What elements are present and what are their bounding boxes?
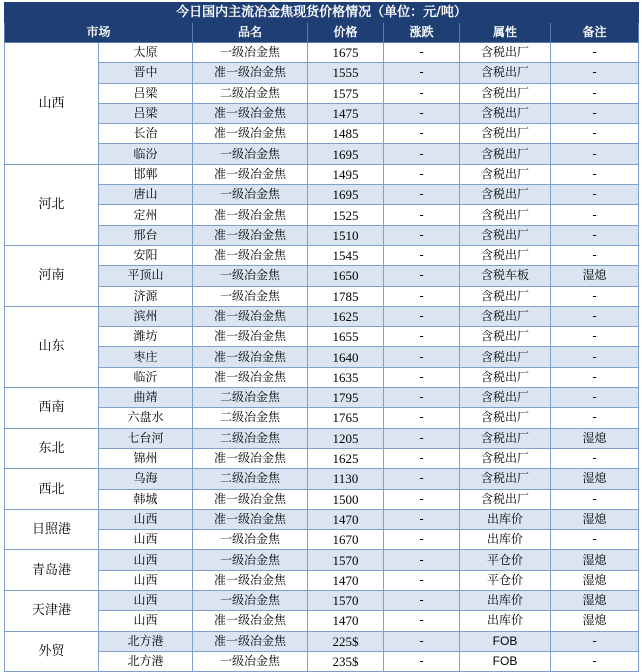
header-row xyxy=(5,23,639,43)
cell-change: - xyxy=(384,63,460,83)
cell-location: 临汾 xyxy=(99,144,193,164)
cell-note: 湿熄 xyxy=(551,550,639,570)
cell-attribute: 出库价 xyxy=(460,530,551,550)
cell-price: 1575 xyxy=(308,83,384,103)
cell-note: - xyxy=(551,164,639,184)
cell-product: 准一级冶金焦 xyxy=(193,489,308,509)
cell-location: 六盘水 xyxy=(99,408,193,428)
cell-location: 山西 xyxy=(99,611,193,631)
cell-note: 湿熄 xyxy=(551,469,639,489)
cell-product: 准一级冶金焦 xyxy=(193,631,308,651)
cell-location: 山西 xyxy=(99,550,193,570)
cell-price: 1485 xyxy=(308,124,384,144)
cell-location: 晋中 xyxy=(99,63,193,83)
cell-change: - xyxy=(384,185,460,205)
cell-change: - xyxy=(384,388,460,408)
cell-change: - xyxy=(384,530,460,550)
cell-product: 二级冶金焦 xyxy=(193,408,308,428)
cell-attribute: 含税出厂 xyxy=(460,103,551,123)
cell-location: 定州 xyxy=(99,205,193,225)
cell-note: - xyxy=(551,367,639,387)
cell-location: 锦州 xyxy=(99,448,193,468)
cell-change: - xyxy=(384,550,460,570)
cell-price: 235$ xyxy=(308,651,384,671)
table-row xyxy=(5,124,639,144)
table-row xyxy=(5,428,639,448)
header-note: 备注 xyxy=(551,23,639,43)
cell-product: 二级冶金焦 xyxy=(193,83,308,103)
cell-location: 唐山 xyxy=(99,185,193,205)
cell-attribute: 出库价 xyxy=(460,611,551,631)
cell-attribute: 含税出厂 xyxy=(460,306,551,326)
cell-attribute: 平仓价 xyxy=(460,550,551,570)
cell-product: 准一级冶金焦 xyxy=(193,63,308,83)
cell-location: 滨州 xyxy=(99,306,193,326)
cell-market: 山东 xyxy=(5,306,99,387)
cell-price: 1470 xyxy=(308,570,384,590)
cell-product: 准一级冶金焦 xyxy=(193,448,308,468)
cell-attribute: FOB xyxy=(460,651,551,671)
cell-change: - xyxy=(384,591,460,611)
cell-attribute: 含税出厂 xyxy=(460,489,551,509)
cell-product: 二级冶金焦 xyxy=(193,388,308,408)
cell-change: - xyxy=(384,306,460,326)
cell-change: - xyxy=(384,266,460,286)
cell-note: - xyxy=(551,651,639,671)
cell-product: 一级冶金焦 xyxy=(193,530,308,550)
cell-product: 一级冶金焦 xyxy=(193,43,308,63)
header-attribute: 属性 xyxy=(460,23,551,43)
cell-change: - xyxy=(384,611,460,631)
cell-price: 1130 xyxy=(308,469,384,489)
cell-location: 吕梁 xyxy=(99,83,193,103)
cell-note: - xyxy=(551,43,639,63)
cell-location: 曲靖 xyxy=(99,388,193,408)
cell-product: 准一级冶金焦 xyxy=(193,205,308,225)
cell-note: - xyxy=(551,225,639,245)
cell-attribute: 含税车板 xyxy=(460,266,551,286)
cell-change: - xyxy=(384,164,460,184)
cell-product: 一级冶金焦 xyxy=(193,185,308,205)
cell-note: - xyxy=(551,286,639,306)
cell-attribute: 含税出厂 xyxy=(460,408,551,428)
cell-note: - xyxy=(551,63,639,83)
cell-change: - xyxy=(384,347,460,367)
cell-price: 1765 xyxy=(308,408,384,428)
cell-price: 1625 xyxy=(308,448,384,468)
table-row xyxy=(5,103,639,123)
table-row xyxy=(5,651,639,671)
table-row xyxy=(5,509,639,529)
cell-product: 准一级冶金焦 xyxy=(193,103,308,123)
cell-location: 邯郸 xyxy=(99,164,193,184)
cell-product: 一级冶金焦 xyxy=(193,651,308,671)
cell-price: 1625 xyxy=(308,306,384,326)
cell-change: - xyxy=(384,448,460,468)
cell-product: 一级冶金焦 xyxy=(193,144,308,164)
cell-market: 西北 xyxy=(5,469,99,510)
cell-price: 1640 xyxy=(308,347,384,367)
cell-attribute: 含税出厂 xyxy=(460,164,551,184)
cell-location: 平顶山 xyxy=(99,266,193,286)
cell-price: 1650 xyxy=(308,266,384,286)
cell-note: - xyxy=(551,83,639,103)
cell-attribute: 含税出厂 xyxy=(460,185,551,205)
cell-attribute: 含税出厂 xyxy=(460,205,551,225)
cell-location: 太原 xyxy=(99,43,193,63)
cell-location: 临沂 xyxy=(99,367,193,387)
cell-note: - xyxy=(551,489,639,509)
cell-location: 北方港 xyxy=(99,651,193,671)
cell-price: 1655 xyxy=(308,327,384,347)
cell-location: 乌海 xyxy=(99,469,193,489)
cell-change: - xyxy=(384,367,460,387)
cell-product: 准一级冶金焦 xyxy=(193,327,308,347)
table-row xyxy=(5,327,639,347)
cell-note: - xyxy=(551,327,639,347)
cell-change: - xyxy=(384,245,460,265)
cell-attribute: 含税出厂 xyxy=(460,469,551,489)
table-row xyxy=(5,388,639,408)
cell-market: 青岛港 xyxy=(5,550,99,591)
cell-note: - xyxy=(551,347,639,367)
cell-note: 湿熄 xyxy=(551,591,639,611)
cell-attribute: 含税出厂 xyxy=(460,63,551,83)
cell-note: 湿熄 xyxy=(551,611,639,631)
cell-change: - xyxy=(384,83,460,103)
cell-attribute: 含税出厂 xyxy=(460,245,551,265)
cell-product: 一级冶金焦 xyxy=(193,550,308,570)
cell-note: - xyxy=(551,185,639,205)
cell-price: 1795 xyxy=(308,388,384,408)
cell-market: 山西 xyxy=(5,43,99,165)
table-row xyxy=(5,611,639,631)
table-title: 今日国内主流冶金焦现货价格情况（单位：元/吨） xyxy=(5,3,639,23)
cell-product: 准一级冶金焦 xyxy=(193,509,308,529)
cell-note: - xyxy=(551,124,639,144)
header-price: 价格 xyxy=(308,23,384,43)
cell-market: 天津港 xyxy=(5,591,99,632)
cell-attribute: 出库价 xyxy=(460,591,551,611)
cell-attribute: 含税出厂 xyxy=(460,428,551,448)
cell-location: 山西 xyxy=(99,530,193,550)
table-row xyxy=(5,144,639,164)
table-row xyxy=(5,550,639,570)
cell-market: 东北 xyxy=(5,428,99,469)
table-row xyxy=(5,570,639,590)
title-row xyxy=(5,3,639,23)
cell-note: - xyxy=(551,448,639,468)
cell-location: 枣庄 xyxy=(99,347,193,367)
cell-price: 1525 xyxy=(308,205,384,225)
cell-location: 安阳 xyxy=(99,245,193,265)
cell-attribute: 含税出厂 xyxy=(460,388,551,408)
cell-price: 1695 xyxy=(308,185,384,205)
cell-product: 准一级冶金焦 xyxy=(193,611,308,631)
cell-product: 一级冶金焦 xyxy=(193,266,308,286)
table-row xyxy=(5,367,639,387)
table-row xyxy=(5,205,639,225)
cell-change: - xyxy=(384,205,460,225)
cell-note: 湿熄 xyxy=(551,570,639,590)
table-row xyxy=(5,63,639,83)
table-row xyxy=(5,408,639,428)
table-row xyxy=(5,306,639,326)
cell-note: 湿熄 xyxy=(551,509,639,529)
cell-attribute: 含税出厂 xyxy=(460,367,551,387)
cell-note: - xyxy=(551,306,639,326)
table-row xyxy=(5,347,639,367)
cell-location: 七台河 xyxy=(99,428,193,448)
table-row xyxy=(5,631,639,651)
cell-product: 二级冶金焦 xyxy=(193,469,308,489)
cell-change: - xyxy=(384,570,460,590)
cell-note: - xyxy=(551,245,639,265)
cell-change: - xyxy=(384,428,460,448)
cell-price: 1675 xyxy=(308,43,384,63)
cell-price: 1635 xyxy=(308,367,384,387)
cell-product: 准一级冶金焦 xyxy=(193,225,308,245)
cell-note: - xyxy=(551,388,639,408)
table-row xyxy=(5,489,639,509)
cell-price: 1785 xyxy=(308,286,384,306)
cell-product: 准一级冶金焦 xyxy=(193,367,308,387)
cell-change: - xyxy=(384,408,460,428)
cell-change: - xyxy=(384,469,460,489)
cell-price: 225$ xyxy=(308,631,384,651)
cell-product: 二级冶金焦 xyxy=(193,428,308,448)
cell-location: 山西 xyxy=(99,591,193,611)
cell-change: - xyxy=(384,631,460,651)
cell-market: 日照港 xyxy=(5,509,99,550)
cell-price: 1500 xyxy=(308,489,384,509)
header-change: 涨跌 xyxy=(384,23,460,43)
table-row xyxy=(5,591,639,611)
cell-location: 邢台 xyxy=(99,225,193,245)
cell-change: - xyxy=(384,124,460,144)
cell-attribute: 含税出厂 xyxy=(460,448,551,468)
cell-product: 一级冶金焦 xyxy=(193,591,308,611)
cell-note: - xyxy=(551,103,639,123)
table-row xyxy=(5,83,639,103)
cell-change: - xyxy=(384,225,460,245)
cell-note: - xyxy=(551,144,639,164)
cell-attribute: 含税出厂 xyxy=(460,327,551,347)
cell-product: 准一级冶金焦 xyxy=(193,124,308,144)
header-product: 品名 xyxy=(193,23,308,43)
cell-product: 准一级冶金焦 xyxy=(193,306,308,326)
cell-location: 韩城 xyxy=(99,489,193,509)
cell-attribute: 出库价 xyxy=(460,509,551,529)
cell-price: 1695 xyxy=(308,144,384,164)
cell-attribute: FOB xyxy=(460,631,551,651)
cell-location: 北方港 xyxy=(99,631,193,651)
table-row xyxy=(5,245,639,265)
cell-product: 准一级冶金焦 xyxy=(193,570,308,590)
cell-attribute: 平仓价 xyxy=(460,570,551,590)
cell-price: 1570 xyxy=(308,591,384,611)
table-row xyxy=(5,185,639,205)
cell-change: - xyxy=(384,651,460,671)
cell-price: 1470 xyxy=(308,611,384,631)
cell-attribute: 含税出厂 xyxy=(460,43,551,63)
cell-market: 外贸 xyxy=(5,631,99,672)
cell-product: 准一级冶金焦 xyxy=(193,245,308,265)
cell-location: 吕梁 xyxy=(99,103,193,123)
cell-market: 西南 xyxy=(5,388,99,429)
cell-price: 1470 xyxy=(308,509,384,529)
cell-change: - xyxy=(384,43,460,63)
cell-location: 潍坊 xyxy=(99,327,193,347)
cell-attribute: 含税出厂 xyxy=(460,124,551,144)
cell-change: - xyxy=(384,489,460,509)
cell-price: 1510 xyxy=(308,225,384,245)
coke-price-table xyxy=(4,2,639,672)
table-row xyxy=(5,530,639,550)
cell-product: 准一级冶金焦 xyxy=(193,347,308,367)
table-row xyxy=(5,469,639,489)
cell-note: 湿熄 xyxy=(551,428,639,448)
cell-change: - xyxy=(384,327,460,347)
cell-change: - xyxy=(384,144,460,164)
cell-attribute: 含税出厂 xyxy=(460,347,551,367)
cell-location: 长治 xyxy=(99,124,193,144)
cell-price: 1205 xyxy=(308,428,384,448)
cell-price: 1570 xyxy=(308,550,384,570)
header-market: 市场 xyxy=(5,23,193,43)
cell-product: 准一级冶金焦 xyxy=(193,164,308,184)
cell-change: - xyxy=(384,509,460,529)
cell-price: 1545 xyxy=(308,245,384,265)
cell-note: - xyxy=(551,408,639,428)
cell-note: - xyxy=(551,530,639,550)
cell-price: 1555 xyxy=(308,63,384,83)
cell-price: 1475 xyxy=(308,103,384,123)
cell-attribute: 含税出厂 xyxy=(460,286,551,306)
cell-market: 河南 xyxy=(5,245,99,306)
cell-location: 山西 xyxy=(99,509,193,529)
cell-note: - xyxy=(551,631,639,651)
cell-note: 湿熄 xyxy=(551,266,639,286)
cell-price: 1670 xyxy=(308,530,384,550)
table-row xyxy=(5,266,639,286)
table-row xyxy=(5,43,639,63)
cell-change: - xyxy=(384,286,460,306)
table-row xyxy=(5,164,639,184)
cell-note: - xyxy=(551,205,639,225)
cell-location: 山西 xyxy=(99,570,193,590)
table-row xyxy=(5,448,639,468)
cell-price: 1495 xyxy=(308,164,384,184)
cell-attribute: 含税出厂 xyxy=(460,225,551,245)
cell-attribute: 含税出厂 xyxy=(460,144,551,164)
cell-attribute: 含税出厂 xyxy=(460,83,551,103)
cell-location: 济源 xyxy=(99,286,193,306)
table-row xyxy=(5,286,639,306)
table-row xyxy=(5,225,639,245)
cell-product: 一级冶金焦 xyxy=(193,286,308,306)
cell-market: 河北 xyxy=(5,164,99,245)
cell-change: - xyxy=(384,103,460,123)
